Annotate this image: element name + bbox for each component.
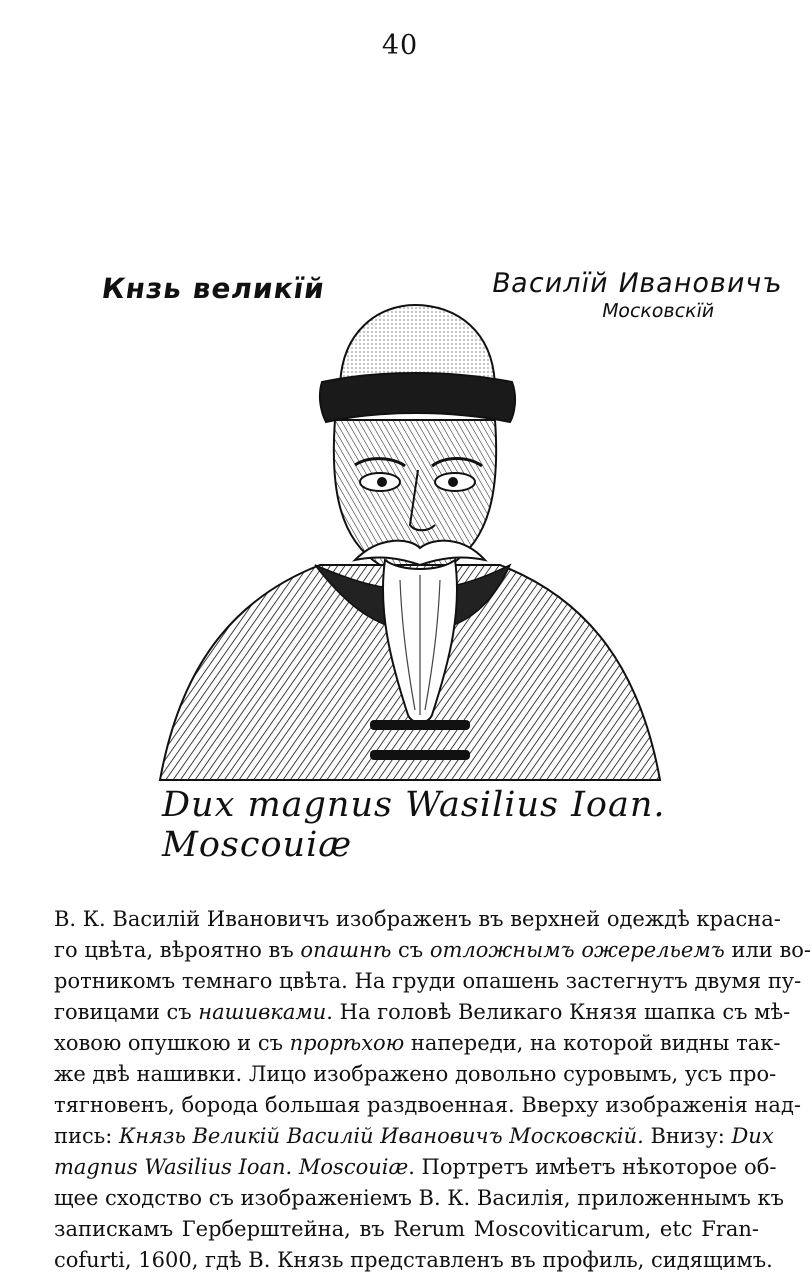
button-loop-1 [370, 720, 470, 730]
caption-top-right: Василїй Ивановичъ [489, 268, 786, 299]
text-line [54, 1121, 774, 1152]
text-run: пись: [54, 1124, 119, 1148]
text-line [54, 1183, 784, 1214]
text-run: говицами съ [54, 1000, 199, 1024]
text-run: щее сходство съ изображеніемъ В. К. Василія, приложеннымъ къ [54, 1186, 784, 1210]
button-loop-2 [370, 750, 470, 760]
text-run: же двѣ нашивки. Лицо изображено довольно суровымъ, усъ про- [54, 1062, 777, 1086]
text-line [54, 935, 811, 966]
body-text [54, 904, 811, 1276]
fur-brim [320, 373, 515, 422]
text-line [54, 1152, 777, 1183]
text-run: В. К. Василій Ивановичъ изображенъ въ верхней одеждѣ красна- [54, 907, 781, 931]
italic-run: magnus Wasilius Ioan. Moscouiæ [54, 1155, 409, 1179]
text-line [54, 1214, 759, 1245]
text-run: cofurti, 1600, гдѣ В. Князь представленъ въ профиль, сидящимъ. [54, 1248, 773, 1272]
italic-run: отложнымъ ожерельемъ [429, 938, 725, 962]
italic-run: опашнѣ [300, 938, 392, 962]
text-run: ховою опушкою и съ [54, 1031, 290, 1055]
text-line [54, 997, 791, 1028]
text-run: или во- [724, 938, 811, 962]
text-run: го цвѣта, вѣроятно въ [54, 938, 301, 962]
text-run: ротникомъ темнаго цвѣта. На груди опашень застегнутъ двумя пу- [54, 969, 802, 993]
text-line [54, 1028, 781, 1059]
italic-run: Князь Великій Василій Ивановичъ Московскій. [118, 1124, 644, 1148]
italic-run: нашивками [198, 1000, 327, 1024]
text-run: тягновенъ, борода большая раздвоенная. Вверху изображенія над- [54, 1093, 801, 1117]
text-line [54, 966, 802, 997]
italic-run: Dux [731, 1124, 774, 1148]
text-run: напереди, на которой видны так- [404, 1031, 781, 1055]
text-run: . Портретъ имѣетъ нѣкоторое об- [408, 1155, 777, 1179]
text-line [54, 1059, 777, 1090]
text-line [54, 904, 781, 935]
page-number: 40 [381, 30, 419, 61]
caption-top-right-sub: Московскїй [600, 300, 717, 322]
italic-run: прорѣхою [289, 1031, 405, 1055]
text-run: запискамъ Герберштейна, въ Rerum Moscoviticarum, etc Fran- [54, 1217, 759, 1241]
text-run: . На головѣ Великаго Князя шапка съ мѣ- [326, 1000, 791, 1024]
text-line [54, 1090, 801, 1121]
text-run: съ [391, 938, 430, 962]
caption-bottom: Dux magnus Wasilius Ioan. Moscouiæ [162, 785, 666, 865]
text-run: Внизу: [643, 1124, 732, 1148]
portrait-engraving [150, 310, 670, 790]
text-line [54, 1245, 773, 1276]
caption-top-left: Кнзь великїй [99, 272, 328, 305]
